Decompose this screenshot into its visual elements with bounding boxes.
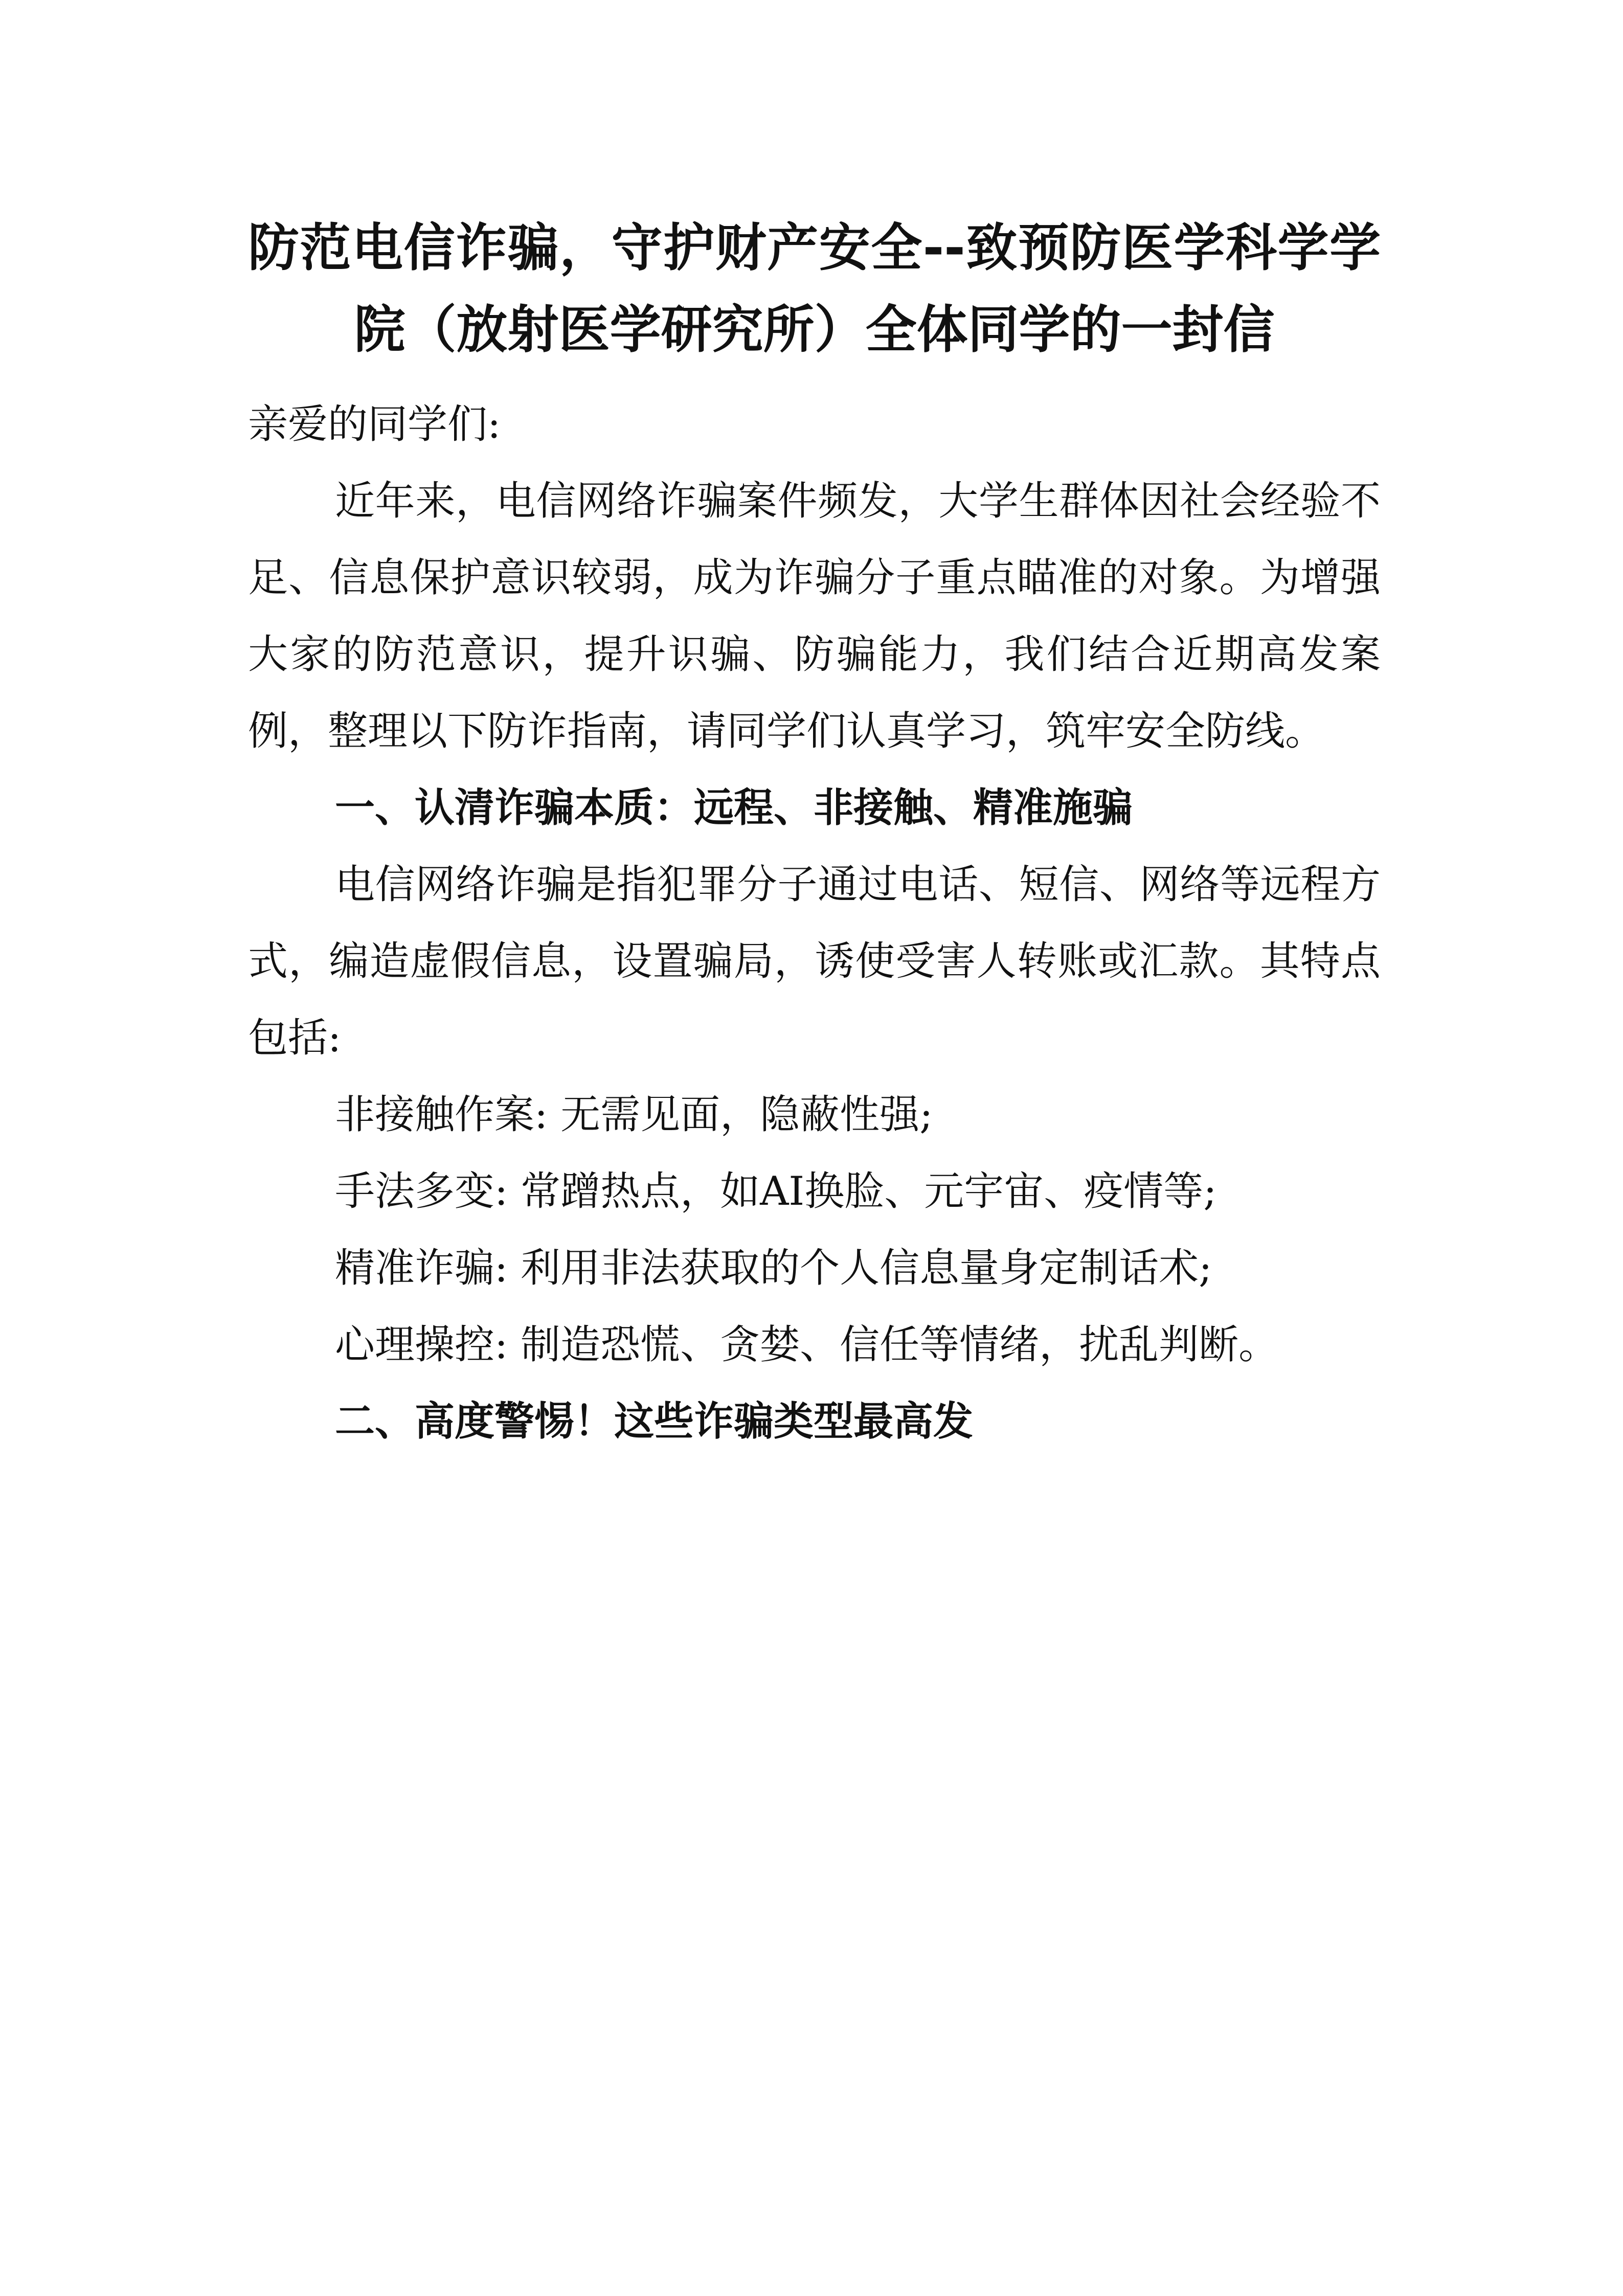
section-1-item: 手法多变: 常蹭热点，如AI换脸、元宇宙、疫情等; <box>335 1168 1217 1214</box>
section-1-heading: 一、认清诈骗本质：远程、非接触、精准施骗 <box>335 785 1133 831</box>
section-1-item: 心理操控: 制造恐慌、贪婪、信任等情绪，扰乱判断。 <box>335 1322 1279 1368</box>
salutation: 亲爱的同学们: <box>248 401 501 447</box>
document-body <box>248 207 1381 1460</box>
document-title: 防范电信诈骗，守护财产安全--致预防医学科学学院（放射医学研究所）全体同学的一封信 <box>248 218 1381 359</box>
section-1-item: 非接触作案: 无需见面，隐蔽性强; <box>335 1092 933 1138</box>
section-1-item: 精准诈骗: 利用非法获取的个人信息量身定制话术; <box>335 1245 1212 1291</box>
section-1-paragraph: 电信网络诈骗是指犯罪分子通过电话、短信、网络等远程方式，编造虚假信息，设置骗局，诱使受害人转账或汇款。其特点包括: <box>248 862 1381 1061</box>
intro-paragraph: 近年来，电信网络诈骗案件频发，大学生群体因社会经验不足、信息保护意识较弱，成为诈骗分子重点瞄准的对象。为增强大家的防范意识，提升识骗、防骗能力，我们结合近期高发案例，整理以下防诈指南，请同学们认真学习，筑牢安全防线。 <box>248 478 1381 754</box>
section-2-heading: 二、高度警惕！这些诈骗类型最高发 <box>335 1399 974 1445</box>
